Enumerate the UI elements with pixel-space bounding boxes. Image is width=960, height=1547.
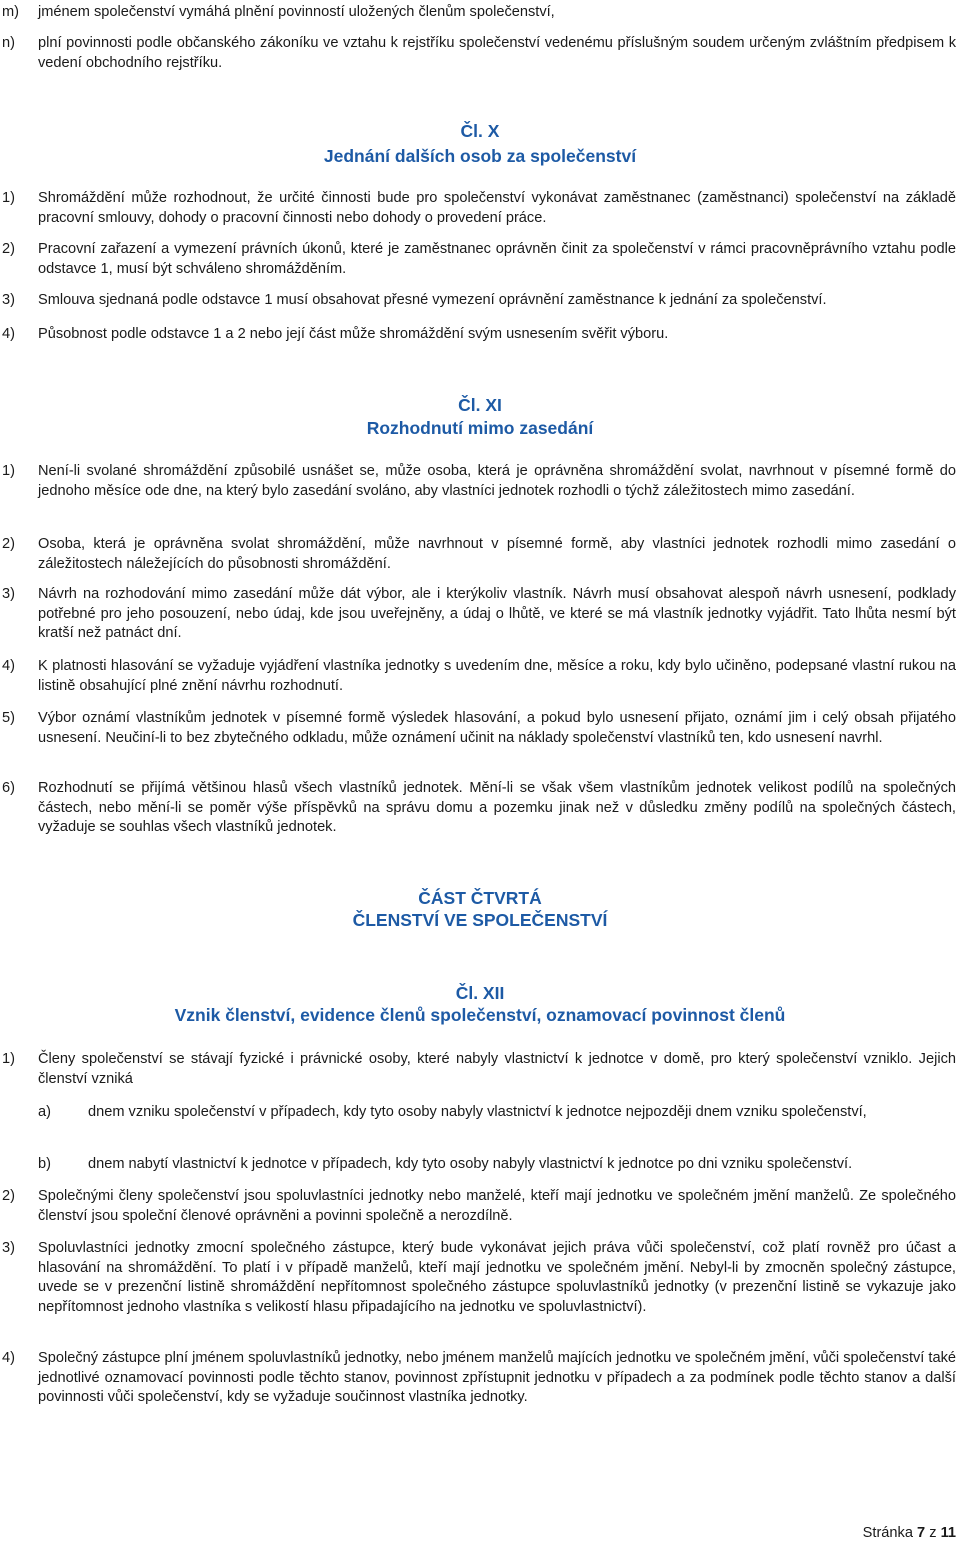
paragraph-text: Shromáždění může rozhodnout, že určité činnosti bude pro společenství vykonávat zaměstnanec (zaměstnanci) společenství na základě pracovní smlouvy, dohody o pracovní činnosti nebo dohody o provedení práce. <box>38 190 956 226</box>
list-item <box>0 34 960 73</box>
article-title: Vznik členství, evidence členů společenství, oznamovací povinnost členů <box>174 1005 786 1025</box>
page-total: 11 <box>940 1525 956 1541</box>
paragraph <box>0 1187 960 1226</box>
paragraph-text: Spoluvlastníci jednotky zmocní společného zástupce, který bude vykonávat jejich práva vůči společenství, což platí rovněž pro účast a hlasování na shromáždění. To platí i v případě manželů, kteří mají jednotku ve společném jmění. Nebyl-li by zmocněn společný zástupce, uvede se v prezenční listině shromáždění nepřítomnost společného zástupce spoluvlastníků jednotky (v prezenční listině se vykazuje jako nepřítomnost jednoho vlastníka s velikostí hlasu připadajícího na jednotku ve spoluvlastnictví). <box>38 1240 956 1315</box>
paragraph <box>0 1349 960 1408</box>
paragraph-number: 1) <box>2 463 15 479</box>
paragraph <box>0 709 960 748</box>
paragraph-text: Působnost podle odstavce 1 a 2 nebo její část může shromáždění svým usnesením svěřit výboru. <box>38 326 669 342</box>
paragraph <box>0 189 960 228</box>
paragraph-number: 4) <box>2 658 15 674</box>
item-number: m) <box>2 4 20 20</box>
part-number: ČÁST ČTVRTÁ <box>418 888 542 908</box>
article-number: Čl. XI <box>458 395 502 415</box>
paragraph-number: 2) <box>2 536 15 552</box>
paragraph <box>0 585 960 644</box>
sub-item-text: dnem vzniku společenství v případech, kdy tyto osoby nabyly vlastnictví k jednotce nejpozději dnem vzniku společenství, <box>88 1104 867 1120</box>
paragraph-text: Smlouva sjednaná podle odstavce 1 musí obsahovat přesné vymezení oprávnění zaměstnance k jednání za společenství. <box>38 292 827 308</box>
paragraph <box>0 535 960 574</box>
sub-item <box>38 1103 958 1123</box>
part-title: ČLENSTVÍ VE SPOLEČENSTVÍ <box>352 910 608 930</box>
article-number: Čl. X <box>460 121 500 141</box>
article-number: Čl. XII <box>455 983 505 1003</box>
paragraph <box>0 325 960 345</box>
paragraph <box>0 779 960 838</box>
paragraph-number: 6) <box>2 780 15 796</box>
paragraph <box>0 240 960 279</box>
paragraph <box>0 657 960 696</box>
paragraph-number: 4) <box>2 1350 15 1366</box>
paragraph <box>0 462 960 501</box>
paragraph-number: 2) <box>2 241 15 257</box>
paragraph-text: Výbor oznámí vlastníkům jednotek v písemné formě výsledek hlasování, a pokud bylo usnesení přijato, oznámí jim i celý obsah přijatého usnesení. Neučiní-li to bez zbytečného odkladu, může oznámení učinit na náklady společenství vlastníků ten, kdo usnesení navrhl. <box>38 710 956 746</box>
paragraph-number: 1) <box>2 1051 15 1067</box>
paragraph-text: Společný zástupce plní jménem spoluvlastníků jednotky, nebo jménem manželů majících jednotku ve společném jmění, vůči společenství také jednotlivé oznamovací povinnosti podle těchto stanov, povinnost zpřístupnit jednotku v případech a za podmínek podle těchto stanov a další povinnosti vůči společenství, kdy se vyžaduje součinnost vlastníka jednotky. <box>38 1350 956 1405</box>
page-current: 7 <box>917 1525 926 1541</box>
page-number <box>863 1524 956 1544</box>
paragraph-text: Pracovní zařazení a vymezení právních úkonů, které je zaměstnanec oprávněn činit za společenství v rámci pracovněprávního vztahu podle odstavce 1, musí být schváleno shromážděním. <box>38 241 956 277</box>
paragraph-number: 3) <box>2 586 15 602</box>
paragraph-text: Osoba, která je oprávněna svolat shromáždění, může navrhnout v písemné formě, aby vlastníci jednotek rozhodli mimo zasedání o záležitostech náležejících do působnosti shromáždění. <box>38 536 956 572</box>
paragraph-number: 1) <box>2 190 15 206</box>
page-label: Stránka <box>862 1525 913 1541</box>
paragraph-number: 5) <box>2 710 15 726</box>
paragraph-number: 2) <box>2 1188 15 1204</box>
article-title: Jednání dalších osob za společenství <box>323 146 637 166</box>
paragraph-text: K platnosti hlasování se vyžaduje vyjádření vlastníka jednotky s uvedením dne, měsíce a roku, kdy bylo učiněno, podepsané vlastní rukou na listině obsahující plné znění návrhu rozhodnutí. <box>38 658 956 694</box>
paragraph <box>0 1239 960 1317</box>
paragraph-text: Není-li svolané shromáždění způsobilé usnášet se, může osoba, která je oprávněna shromáždění svolat, navrhnout v písemné formě do jednoho měsíce ode dne, na který bylo zasedání svoláno, aby vlastníci jednotek rozhodli o týchž záležitostech mimo zasedání. <box>38 463 956 499</box>
sub-item <box>38 1155 958 1175</box>
item-text: jménem společenství vymáhá plnění povinností uložených členům společenství, <box>38 4 555 20</box>
paragraph-text: Členy společenství se stávají fyzické i právnické osoby, které nabyly vlastnictví k jednotce v domě, pro který společenství vzniklo. Jejich členství vzniká <box>38 1051 956 1087</box>
paragraph-text: Návrh na rozhodování mimo zasedání může dát výbor, ale i kterýkoliv vlastník. Návrh musí obsahovat alespoň návrh usnesení, podklady potřebné pro jeho posouzení, nebo údaj, kde jsou uveřejněny, a údaj o lhůtě, ve které se má vlastník jednotky vyjádřit. Tato lhůta nesmí být kratší než patnáct dní. <box>38 586 956 641</box>
paragraph-number: 3) <box>2 1240 15 1256</box>
sub-item-letter: a) <box>38 1104 51 1120</box>
page-separator: z <box>929 1525 937 1541</box>
item-number: n) <box>2 35 15 51</box>
sub-item-letter: b) <box>38 1156 51 1172</box>
paragraph <box>0 1050 960 1089</box>
sub-item-text: dnem nabytí vlastnictví k jednotce v případech, kdy tyto osoby nabyly vlastnictví k jednotce po dni vzniku společenství. <box>88 1156 853 1172</box>
paragraph-number: 4) <box>2 326 15 342</box>
list-item <box>0 3 960 23</box>
paragraph <box>0 291 960 311</box>
paragraph-text: Rozhodnutí se přijímá většinou hlasů všech vlastníků jednotek. Mění-li se však všem vlastníkům jednotek velikost podílů na společných částech, nebo mění-li se poměr výše příspěvků na správu domu a pozemku jinak než v důsledku změny podílů na společných částech, vyžaduje se souhlas všech vlastníků jednotek. <box>38 780 956 835</box>
item-text: plní povinnosti podle občanského zákoníku ve vztahu k rejstříku společenství vedenému příslušným soudem určeným zvláštním předpisem k vedení obchodního rejstříku. <box>38 35 956 71</box>
article-title: Rozhodnutí mimo zasedání <box>366 418 594 438</box>
paragraph-number: 3) <box>2 292 15 308</box>
paragraph-text: Společnými členy společenství jsou spoluvlastníci jednotky nebo manželé, kteří mají jednotku ve společném jmění manželů. Ze společného členství jsou společní členové oprávněni a povinni společně a nerozdílně. <box>38 1188 956 1224</box>
